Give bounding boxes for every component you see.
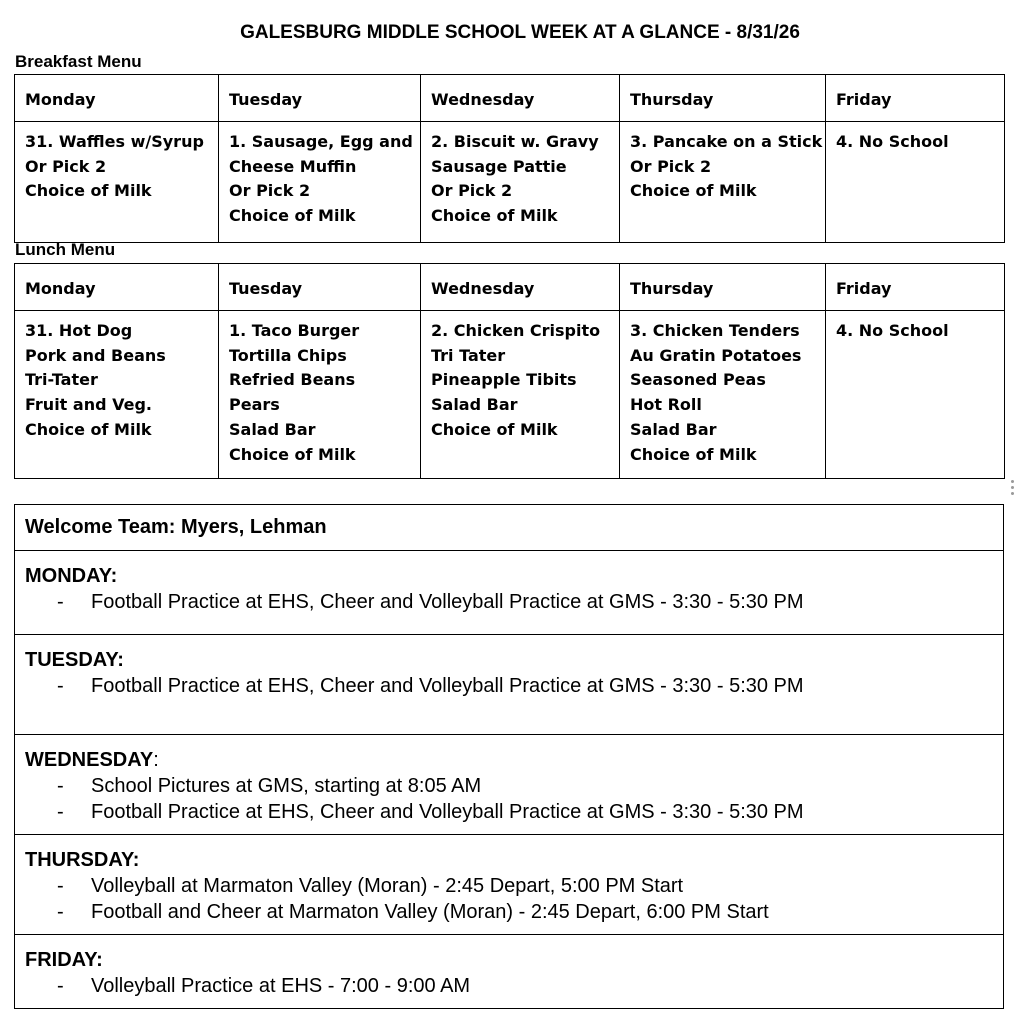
menu-item: Pears [229, 395, 280, 415]
event-text: Volleyball Practice at EHS - 7:00 - 9:00 AM [91, 975, 471, 997]
events-monday [15, 550, 1003, 634]
menu-item: 2. Biscuit w. Gravy [431, 132, 599, 151]
event-text: School Pictures at GMS, starting at 8:05 AM [91, 775, 482, 797]
menu-item: Salad Bar [229, 419, 316, 439]
breakfast-cell-friday [826, 122, 1005, 243]
lunch-day-monday: Monday [15, 264, 219, 311]
day-label: FRIDAY [25, 949, 97, 971]
events-wednesday [15, 734, 1003, 834]
menu-item: 4. No School [836, 132, 949, 151]
bullet-dash: - [57, 775, 64, 797]
breakfast-cell-tuesday [219, 122, 421, 243]
lunch-day-friday: Friday [826, 264, 1005, 311]
menu-item: Fruit and Veg. [25, 395, 152, 415]
bullet-dash: - [57, 901, 64, 923]
menu-item: Hot Roll [630, 395, 702, 415]
event-text: Football Practice at EHS, Cheer and Volleyball Practice at GMS - 3:30 - 5:30 PM [91, 675, 804, 697]
menu-item: Salad Bar [630, 419, 717, 439]
menu-item: 4. No School [836, 321, 949, 340]
breakfast-day-thursday: Thursday [620, 75, 826, 122]
lunch-day-tuesday: Tuesday [219, 264, 421, 311]
event-item [25, 799, 993, 825]
events-table [14, 504, 1004, 1009]
day-heading-thursday [25, 847, 993, 873]
menu-item: 3. Pancake on a Stick [630, 132, 823, 151]
lunch-day-thursday: Thursday [620, 264, 826, 311]
breakfast-day-monday: Monday [15, 75, 219, 122]
menu-item: Choice of Milk [229, 206, 356, 226]
lunch-items-row [15, 311, 1005, 479]
day-label: WEDNESDAY [25, 749, 154, 771]
menu-item: Sausage Pattie [431, 156, 567, 176]
breakfast-menu-table [14, 74, 1005, 243]
event-item [25, 673, 993, 699]
menu-item: 2. Chicken Crispito [431, 321, 601, 340]
menu-item: Refried Beans [229, 370, 356, 390]
event-item [25, 899, 993, 925]
events-friday [15, 934, 1003, 1008]
bullet-dash: - [57, 875, 64, 897]
menu-item: Choice of Milk [229, 444, 356, 464]
lunch-cell-thursday [620, 311, 826, 479]
day-heading-friday [25, 947, 993, 973]
page-title: GALESBURG MIDDLE SCHOOL WEEK AT A GLANCE - 8/31/26 [240, 22, 800, 43]
welcome-team: Welcome Team: Myers, Lehman [25, 516, 327, 538]
menu-item: 1. Taco Burger [229, 321, 360, 340]
menu-item: 1. Sausage, Egg and [229, 132, 413, 151]
bullet-dash: - [57, 591, 64, 613]
breakfast-day-friday: Friday [826, 75, 1005, 122]
menu-item: Cheese Muffin [229, 156, 357, 176]
menu-item: Tri-Tater [25, 370, 98, 390]
breakfast-cell-monday [15, 122, 219, 243]
event-text: Football Practice at EHS, Cheer and Volleyball Practice at GMS - 3:30 - 5:30 PM [91, 591, 804, 613]
lunch-cell-tuesday [219, 311, 421, 479]
day-colon: : [110, 565, 118, 587]
menu-item: Pork and Beans [25, 345, 166, 365]
breakfast-day-tuesday: Tuesday [219, 75, 421, 122]
menu-item: Choice of Milk [431, 419, 558, 439]
menu-item: Pineapple Tibits [431, 370, 577, 390]
menu-item: 31. Hot Dog [25, 321, 133, 340]
menu-item: Choice of Milk [25, 181, 152, 201]
event-text: Football Practice at EHS, Cheer and Volleyball Practice at GMS - 3:30 - 5:30 PM [91, 801, 804, 823]
event-text: Volleyball at Marmaton Valley (Moran) - 2:45 Depart, 5:00 PM Start [91, 875, 684, 897]
event-item [25, 773, 993, 799]
event-text: Football and Cheer at Marmaton Valley (Moran) - 2:45 Depart, 6:00 PM Start [91, 901, 769, 923]
events-tuesday [15, 634, 1003, 734]
event-item [25, 873, 993, 899]
menu-item: Or Pick 2 [630, 156, 712, 176]
bullet-dash: - [57, 975, 64, 997]
drag-handle-icon[interactable] [1011, 480, 1015, 498]
breakfast-menu-label: Breakfast Menu [15, 52, 142, 71]
menu-item: Choice of Milk [431, 206, 558, 226]
menu-item: Choice of Milk [25, 419, 152, 439]
menu-item: 31. Waffles w/Syrup [25, 132, 204, 151]
lunch-day-wednesday: Wednesday [421, 264, 620, 311]
event-item [25, 973, 993, 999]
lunch-cell-wednesday [421, 311, 620, 479]
lunch-menu-label: Lunch Menu [15, 240, 116, 259]
day-heading-wednesday [25, 747, 993, 773]
menu-item: 3. Chicken Tenders [630, 321, 800, 340]
menu-item: Or Pick 2 [229, 181, 311, 201]
event-item [25, 589, 993, 615]
lunch-menu-table [14, 263, 1005, 479]
menu-item: Choice of Milk [630, 181, 757, 201]
menu-item: Or Pick 2 [431, 181, 513, 201]
menu-item: Seasoned Peas [630, 370, 766, 390]
day-colon: : [153, 749, 159, 771]
menu-item: Au Gratin Potatoes [630, 345, 802, 365]
day-heading-monday [25, 563, 993, 589]
breakfast-items-row [15, 122, 1005, 243]
day-colon: : [96, 949, 103, 971]
breakfast-cell-wednesday [421, 122, 620, 243]
events-thursday [15, 834, 1003, 934]
day-colon: : [117, 649, 124, 671]
bullet-dash: - [57, 675, 64, 697]
lunch-cell-friday [826, 311, 1005, 479]
day-heading-tuesday [25, 647, 993, 673]
bullet-dash: - [57, 801, 64, 823]
day-colon: : [132, 849, 140, 871]
day-label: TUESDAY [25, 649, 118, 671]
menu-item: Tortilla Chips [229, 345, 347, 365]
day-label: THURSDAY [25, 849, 133, 871]
breakfast-header-row [15, 75, 1005, 122]
menu-item: Tri Tater [431, 345, 506, 365]
menu-item: Or Pick 2 [25, 156, 107, 176]
menu-item: Salad Bar [431, 395, 518, 415]
breakfast-cell-thursday [620, 122, 826, 243]
lunch-header-row [15, 264, 1005, 311]
breakfast-day-wednesday: Wednesday [421, 75, 620, 122]
menu-item: Choice of Milk [630, 444, 757, 464]
day-label: MONDAY [25, 565, 111, 587]
lunch-cell-monday [15, 311, 219, 479]
